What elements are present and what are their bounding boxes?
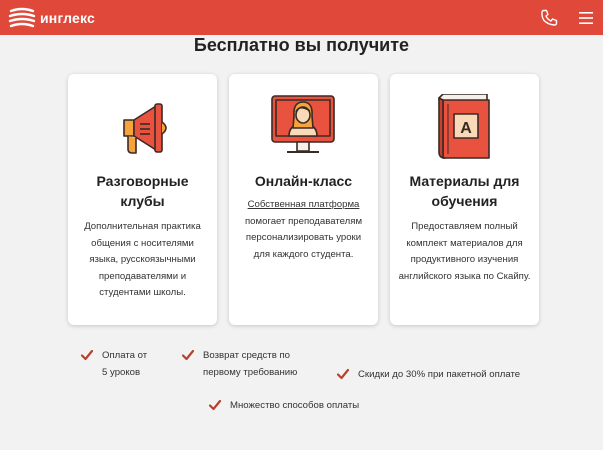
card-description: Дополнительная практика общения с носителями языка, русскоязычными преподавателями и студентами школы.	[84, 221, 201, 298]
menu-button[interactable]	[577, 9, 595, 27]
checkmark-icon	[208, 398, 222, 412]
benefit-item	[336, 367, 520, 384]
card-description: Предоставляем полный комплект материалов для продуктивного изучения английского языка по Скайпу.	[398, 221, 531, 282]
benefit-item	[181, 348, 297, 381]
platform-link[interactable]: Собственная платформа	[247, 199, 360, 210]
section-title: Бесплатно вы получите	[193, 35, 410, 55]
card-online-class	[229, 74, 378, 325]
top-bar	[0, 0, 603, 35]
online-teacher-monitor-icon	[229, 94, 378, 160]
phone-button[interactable]	[539, 8, 559, 28]
hamburger-menu-icon	[577, 9, 595, 27]
card-materials	[390, 74, 539, 325]
card-speaking-clubs	[68, 74, 217, 325]
book-icon	[390, 94, 539, 160]
card-title-line: Онлайн-класс	[254, 173, 353, 189]
benefit-text: первому требованию	[203, 366, 298, 378]
benefit-item	[208, 398, 359, 415]
card-description-text: помогает преподавателям персонализировать уроки для каждого студента.	[244, 215, 363, 260]
logo[interactable]	[8, 7, 95, 29]
benefit-item	[80, 348, 147, 381]
benefit-text: 5 уроков	[102, 366, 141, 378]
book-letter: A	[460, 120, 472, 137]
card-title-line: Разговорные	[96, 173, 189, 189]
benefit-text: Скидки до 30% при пакетной оплате	[358, 369, 521, 380]
checkmark-icon	[80, 348, 94, 362]
benefit-text: Возврат средств по	[203, 350, 290, 361]
card-description	[237, 197, 370, 263]
benefit-text: Оплата от	[102, 350, 148, 361]
logo-text: инглекс	[40, 10, 96, 26]
card-title-line: клубы	[120, 193, 165, 209]
logo-stripes-icon	[8, 7, 36, 29]
card-title	[235, 171, 372, 191]
phone-icon	[539, 8, 559, 28]
card-title	[396, 171, 533, 211]
card-title-line: обучения	[431, 193, 498, 209]
checkmark-icon	[336, 367, 350, 381]
megaphone-icon	[68, 94, 217, 160]
card-title-line: Материалы для	[409, 173, 520, 189]
checkmark-icon	[181, 348, 195, 362]
card-title	[74, 171, 211, 211]
benefit-text: Множество способов оплаты	[230, 400, 360, 411]
